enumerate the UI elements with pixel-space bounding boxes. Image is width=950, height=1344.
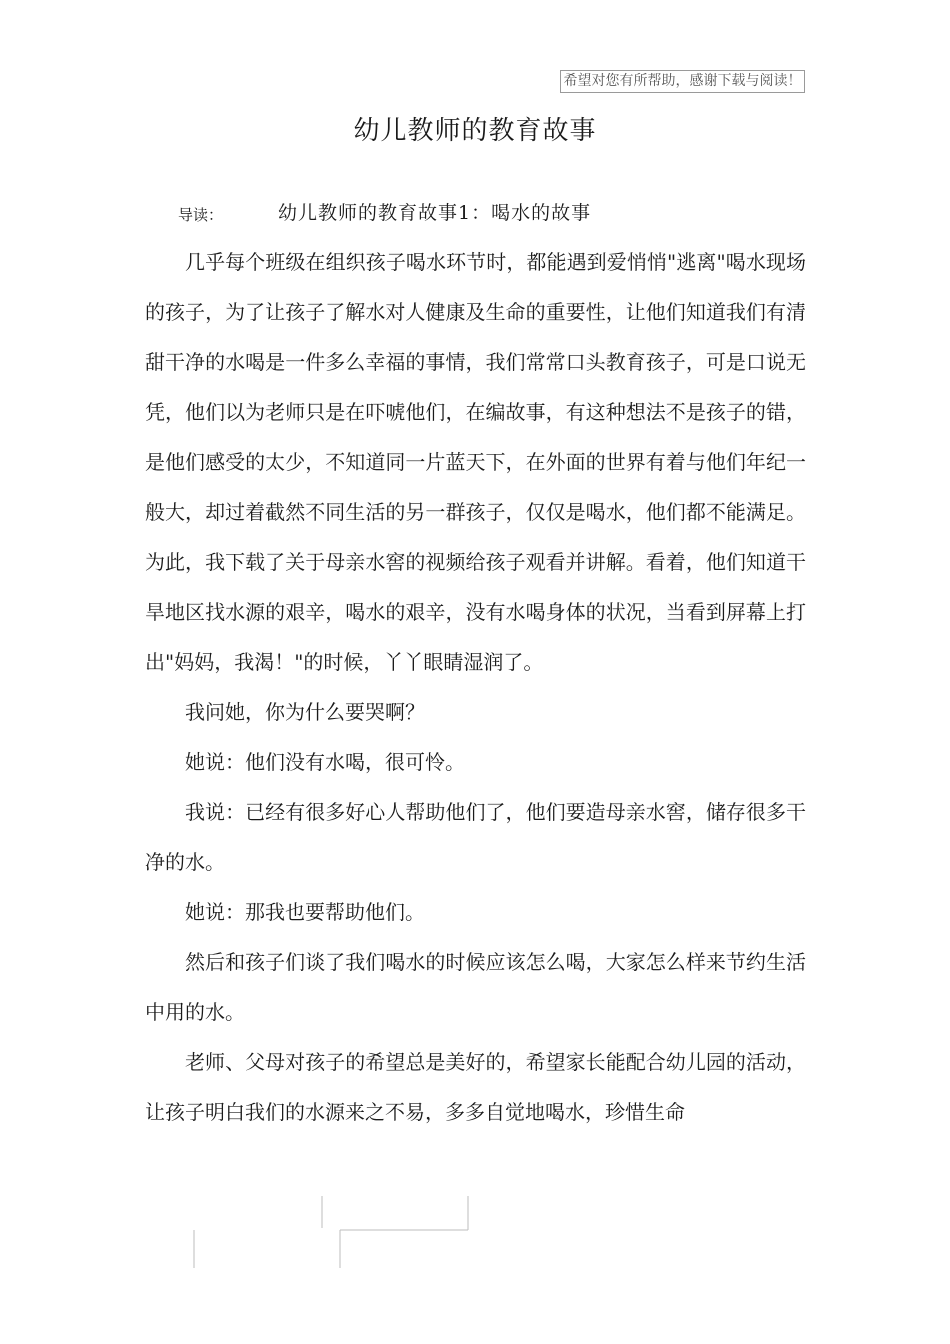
header-note: 希望对您有所帮助，感谢下载与阅读！ [560, 70, 805, 93]
paragraph: 她说：他们没有水喝，很可怜。 [185, 750, 465, 774]
page-title: 幼儿教师的教育故事 [353, 116, 597, 146]
paragraph: 我说：已经有很多好心人帮助他们了，他们要造母亲水窖，储存很多干净的水。 [145, 800, 806, 874]
paragraph: 我问她，你为什么要哭啊？ [185, 700, 425, 724]
article-body [145, 237, 806, 1137]
paragraph: 然后和孩子们谈了我们喝水的时候应该怎么喝，大家怎么样来节约生活中用的水。 [145, 950, 806, 1024]
paragraph: 她说：那我也要帮助他们。 [185, 900, 425, 924]
lead-line [178, 198, 738, 228]
lead-label: 导读： [178, 206, 224, 224]
lead-text: 幼儿教师的教育故事1：喝水的故事 [278, 202, 592, 224]
paragraph: 几乎每个班级在组织孩子喝水环节时，都能遇到爱悄悄"逃离"喝水现场的孩子，为了让孩子了解水对人健康及生命的重要性，让他们知道我们有清甜干净的水喝是一件多么幸福的事情，我们常常口头教育孩子，可是口说无凭，他们以为老师只是在吓唬他们，在编故事，有这种想法不是孩子的错，是他们感受的太少，不知道同一片蓝天下，在外面的世界有着与他们年纪一般大，却过着截然不同生活的另一群孩子，仅仅是喝水，他们都不能满足。为此，我下载了关于母亲水窖的视频给孩子观看并讲解。看着，他们知道干旱地区找水源的艰辛，喝水的艰辛，没有水喝身体的状况，当看到屏幕上打出"妈妈，我渴！"的时候，丫丫眼睛湿润了。 [145, 250, 806, 674]
paragraph: 老师、父母对孩子的希望总是美好的，希望家长能配合幼儿园的活动，让孩子明白我们的水源来之不易，多多自觉地喝水，珍惜生命 [145, 1050, 806, 1124]
